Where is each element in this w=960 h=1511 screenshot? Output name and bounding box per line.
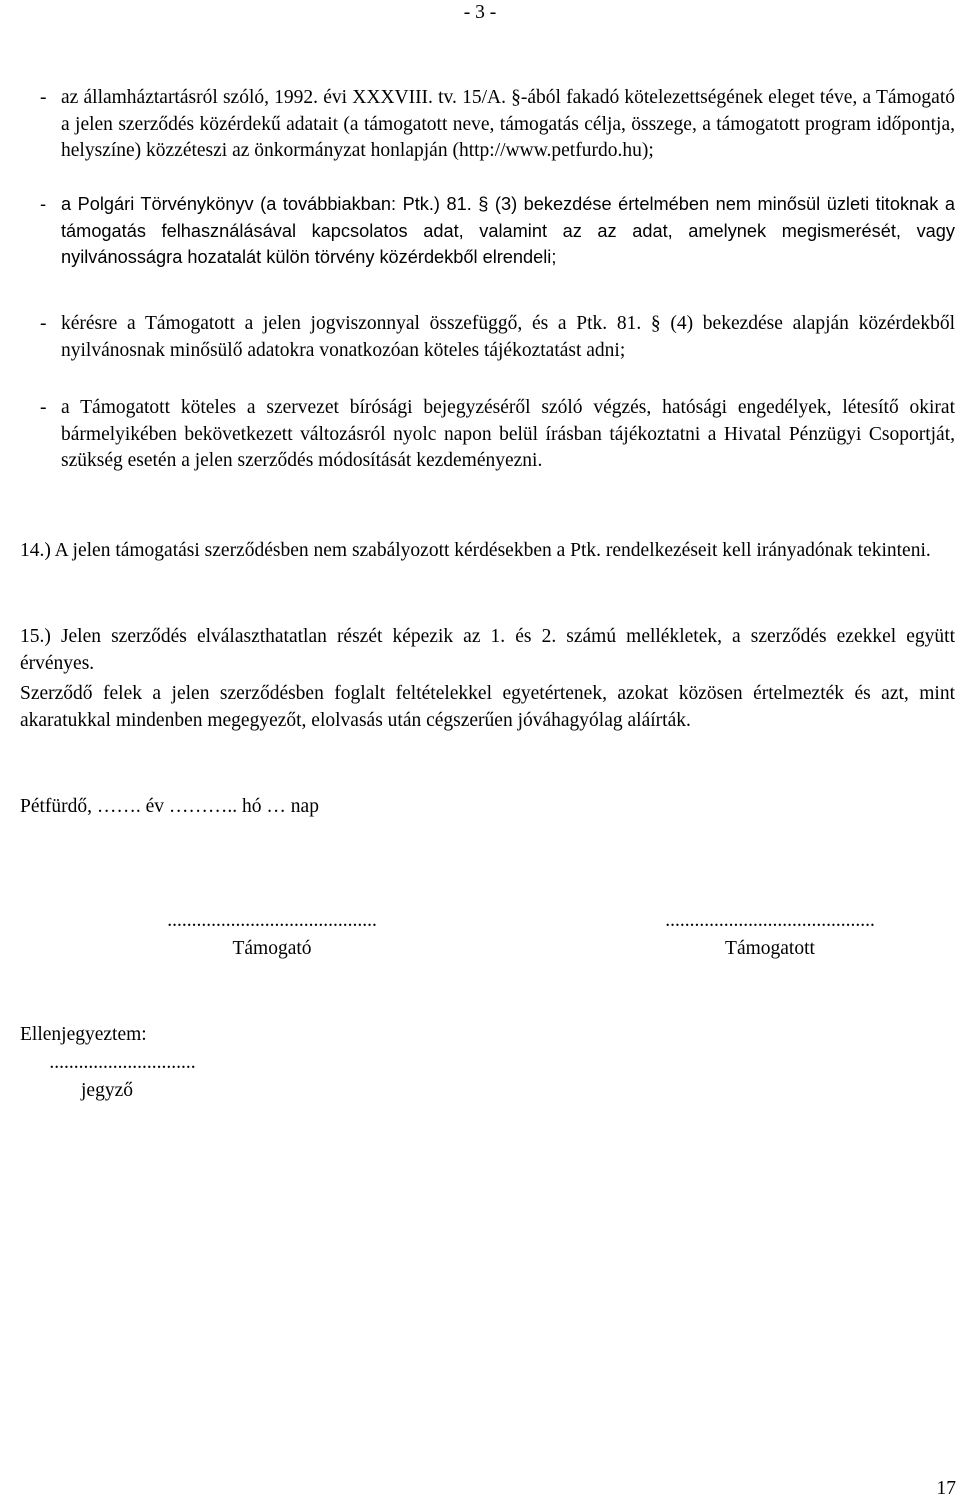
section-15: 15.) Jelen szerződés elválaszthatatlan részét képezik az 1. és 2. számú mellékletek, a szerződés ezekkel együtt érvényes. bbox=[20, 626, 955, 674]
date-line: Pétfürdő, ……. év ……….. hó … nap bbox=[20, 796, 319, 817]
signature-right-dots: ........................................... bbox=[665, 910, 875, 931]
bullet-dash: - bbox=[40, 87, 47, 108]
signature-left-dots: ........................................... bbox=[167, 910, 377, 931]
countersign-dots: .............................. bbox=[49, 1052, 196, 1073]
bullet-item-2 bbox=[40, 191, 955, 271]
bullet-item-3 bbox=[40, 311, 955, 364]
closing-statement: Szerződő felek a jelen szerződésben foglalt feltételekkel egyetértenek, azokat közösen értelmezték és azt, mint akaratukkal mindenben megegyezőt, elolvasás után cégszerűen jóváhagyólag aláírták. bbox=[20, 683, 955, 731]
bullet-text: a Polgári Törvénykönyv (a továbbiakban: Ptk.) 81. § (3) bekezdése értelmében nem minősül üzleti titoknak a támogatás felhasználásával kapcsolatos adat, valamint az az adat, amelynek megismerését, vagy nyilvánosságra hozatalát külön törvény közérdekből elrendeli; bbox=[61, 194, 955, 268]
section-14: 14.) A jelen támogatási szerződésben nem szabályozott kérdésekben a Ptk. rendelkezéseit kell irányadónak tekinteni. bbox=[20, 540, 931, 561]
signature-left-label: Támogató bbox=[232, 938, 312, 959]
bullet-item-1 bbox=[40, 85, 955, 165]
bullet-dash: - bbox=[40, 397, 47, 418]
bullet-text: a Támogatott köteles a szervezet bírósági bejegyzéséről szóló végzés, hatósági engedélyek, létesítő okirat bármelyikében bekövetkezett változásról nyolc napon belül írásban tájékoztatni a Hivatal Pénzügyi Csoportját, szükség esetén a jelen szerződés módosítását kezdeményezni. bbox=[61, 397, 955, 472]
bullet-text: az államháztartásról szóló, 1992. évi XXXVIII. tv. 15/A. §-ából fakadó kötelezettségének eleget téve, a Támogató a jelen szerződés közérdekű adatait (a támogatott neve, támogatás célja, összege, a támogatott program időpontja, helyszíne) közzéteszi az önkormányzat honlapján (http://www.petfurdo.hu); bbox=[61, 87, 955, 162]
countersign-role: jegyző bbox=[81, 1080, 133, 1101]
page-header: - 3 - bbox=[463, 2, 497, 23]
bullet-dash: - bbox=[40, 313, 47, 334]
bullet-item-4 bbox=[40, 395, 955, 475]
page-number: 17 bbox=[936, 1478, 956, 1499]
signature-right-label: Támogatott bbox=[725, 938, 815, 959]
countersign-label: Ellenjegyeztem: bbox=[20, 1024, 147, 1045]
bullet-text: kérésre a Támogatott a jelen jogviszonnyal összefüggő, és a Ptk. 81. § (4) bekezdése alapján közérdekből nyilvánosnak minősülő adatokra vonatkozóan köteles tájékoztatást adni; bbox=[61, 313, 955, 361]
bullet-dash: - bbox=[40, 194, 47, 214]
